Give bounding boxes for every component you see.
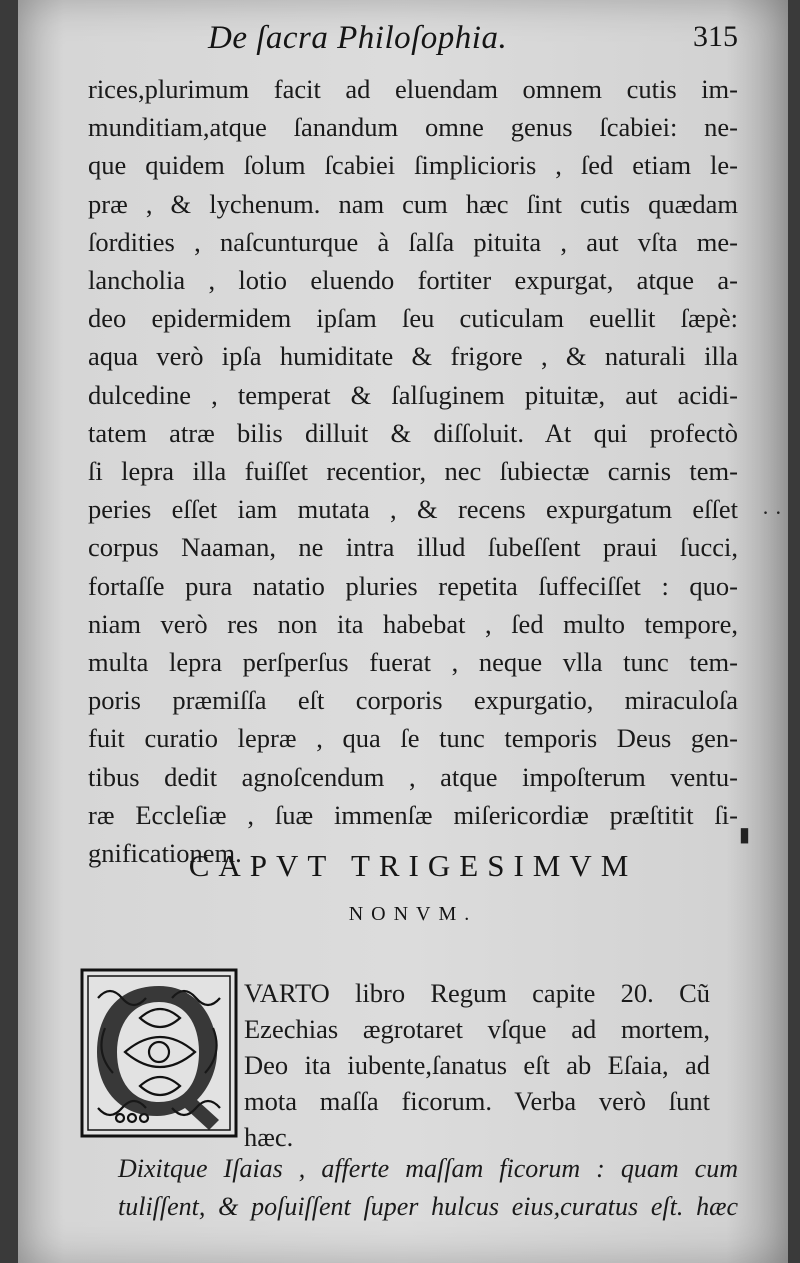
text-line: fortaſſe pura natatio pluries repetita ſuffeciſſet : quo-	[88, 570, 738, 601]
decorated-initial	[80, 968, 238, 1138]
running-head	[208, 14, 738, 64]
text-line: multa lepra perſperſus fuerat , neque vlla tunc tem-	[88, 647, 738, 678]
text-line: gnificationem.	[88, 838, 242, 869]
text-line: ſordities , naſcunturque à ſalſa pituita , aut vſta me-	[88, 226, 738, 257]
text-line: hæc.	[244, 1122, 294, 1152]
text-line: Ezechias ægrotaret vſque ad mortem,	[244, 1014, 710, 1044]
text-line: tatem atræ bilis dilluit & diſſoluit. At qui profectò	[88, 417, 738, 448]
ornament-initial-icon	[80, 968, 238, 1138]
text-line: munditiam,atque ſanandum omne genus ſcabiei: ne-	[88, 112, 738, 143]
text-line: fuit curatio lepræ , qua ſe tunc temporis Deus gen-	[88, 723, 738, 754]
chapter-opening-text	[244, 975, 710, 1155]
text-line: VARTO libro Regum capite 20. Cũ	[244, 978, 710, 1008]
text-line: tibus dedit agnoſcendum , atque impoſterum ventu-	[88, 761, 738, 792]
text-line: lancholia , lotio eluendo fortiter expurgat, atque a-	[88, 265, 738, 296]
text-line: mota maſſa ficorum. Verba verò ſunt	[244, 1086, 710, 1116]
text-line: Deo ita iubente,ſanatus eſt ab Eſaia, ad	[244, 1050, 710, 1080]
text-line: præ , & lychenum. nam cum hæc ſint cutis quædam	[88, 188, 738, 219]
text-line: corpus Naaman, ne intra illud ſubeſſent praui ſucci,	[88, 532, 738, 563]
text-line: niam verò res non ita habebat , ſed multo tempore,	[88, 608, 738, 639]
text-line: dulcedine , temperat & ſalſuginem pituitæ, aut acidi-	[88, 379, 738, 410]
text-line: aqua verò ipſa humiditate & frigore , & naturali illa	[88, 341, 738, 372]
text-line: rices,plurimum facit ad eluendam omnem cutis im-	[88, 74, 738, 104]
text-line: peries eſſet iam mutata , & recens expurgatum eſſet	[88, 494, 738, 525]
scripture-quote	[118, 1150, 738, 1226]
text-line: ſi lepra illa fuiſſet recentior, nec ſubiectæ carnis tem-	[88, 456, 738, 487]
running-head-title: De ſacra Philoſophia.	[208, 20, 508, 56]
page-number: 315	[693, 20, 738, 53]
text-line: ræ Eccleſiæ , ſuæ immenſæ miſericordiæ præſtitit ſi-	[88, 799, 738, 830]
margin-mark: ▮	[738, 824, 750, 846]
text-line: deo epidermidem ipſam ſeu cuticulam euellit ſæpè:	[88, 303, 738, 334]
text-line: Dixitque Iſaias , afferte maſſam ficorum : quam cum	[118, 1154, 738, 1183]
text-line: tuliſſent, & poſuiſſent ſuper hulcus eius,curatus eſt. hæc	[118, 1192, 738, 1221]
text-line: que quidem ſolum ſcabiei ſimplicioris , ſed etiam le-	[88, 150, 738, 181]
text-line: poris præmiſſa eſt corporis expurgatio, miraculoſa	[88, 685, 738, 716]
book-page	[18, 0, 788, 1263]
chapter-subheading: NONVM.	[348, 903, 478, 925]
margin-dots: · ·	[761, 500, 782, 525]
chapter-heading: CAPVT TRIGESIMVM	[188, 848, 638, 883]
body-text	[88, 70, 738, 872]
